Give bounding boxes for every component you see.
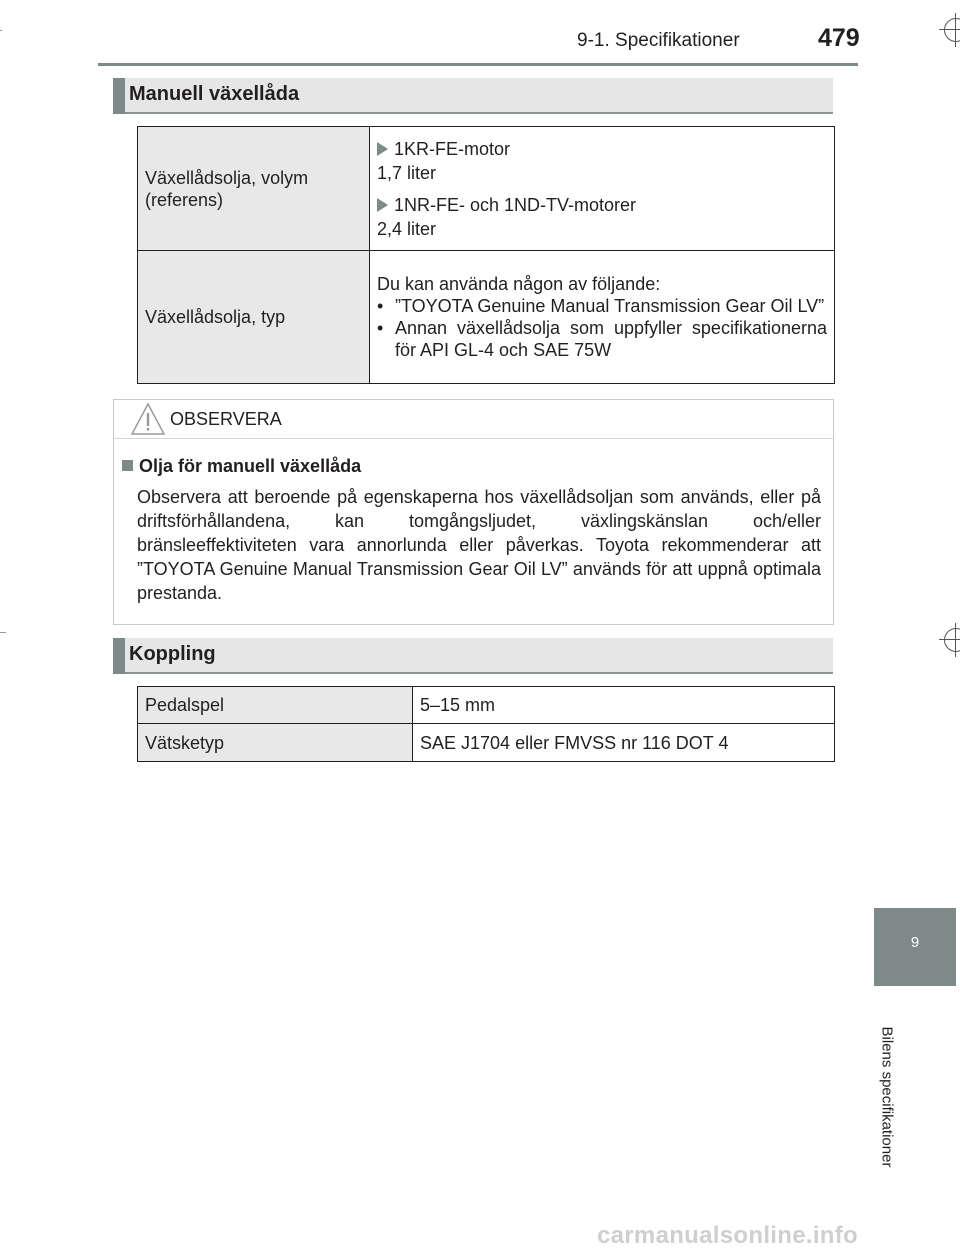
header-rule <box>98 63 858 66</box>
triangle-bullet-icon <box>377 142 388 156</box>
row-label: Pedalspel <box>138 687 413 724</box>
row-label: Växellådsolja, typ <box>138 251 370 384</box>
section-title-bar <box>113 638 125 674</box>
crop-mark <box>0 632 6 633</box>
triangle-bullet-icon <box>377 198 388 212</box>
volume-value: 1,7 liter <box>377 162 437 183</box>
section-title-text: Manuell växellåda <box>129 83 300 105</box>
caution-subheading-text: Olja för manuell växellåda <box>139 456 362 476</box>
row-label: Vätsketyp <box>138 724 413 762</box>
table-row <box>138 687 835 724</box>
chapter-side-label-text: Bilens specifikationer <box>878 1026 896 1168</box>
square-bullet-icon <box>122 460 133 471</box>
table-row <box>138 724 835 762</box>
bullet-item: • Annan växellådsolja som uppfyller specifikationerna för API GL-4 och SAE 75W <box>377 317 827 361</box>
section-title-bar <box>113 78 125 114</box>
section-title-manual-transmission <box>113 78 833 114</box>
bullet-item: • ”TOYOTA Genuine Manual Transmission Gear Oil LV” <box>377 295 827 317</box>
warning-triangle-icon <box>130 402 166 436</box>
section-header: 9-1. Specifikationer <box>577 30 740 51</box>
manual-transmission-table <box>137 126 835 384</box>
watermark: carmanualsonline.info <box>597 1222 859 1249</box>
registration-mark-icon <box>944 628 960 652</box>
caution-subheading <box>122 456 361 477</box>
row-label: Växellådsolja, volym (referens) <box>138 127 370 251</box>
crop-mark <box>0 30 2 31</box>
volume-value: 2,4 liter <box>377 218 437 239</box>
clutch-table <box>137 686 835 762</box>
row-value: SAE J1704 eller FMVSS nr 116 DOT 4 <box>413 724 835 762</box>
caution-heading: OBSERVERA <box>170 409 282 429</box>
caution-header <box>114 400 833 439</box>
intro-text: Du kan använda någon av följande: <box>377 274 661 294</box>
registration-mark-icon <box>944 18 960 42</box>
section-title-clutch <box>113 638 833 674</box>
row-value: 5–15 mm <box>413 687 835 724</box>
engine-option <box>377 137 827 161</box>
engine-option <box>377 193 827 217</box>
table-row <box>138 127 835 251</box>
page-number: 479 <box>818 24 860 52</box>
chapter-side-label <box>876 1012 898 1182</box>
section-title-text: Koppling <box>129 643 216 665</box>
caution-body: Observera att beroende på egenskaperna hos växellådsoljan som används, eller på driftsförhållandena, kan tomgångsljudet, växlingskänslan och/eller bränsleeffektiviteten vara annorlunda eller påverkas. Toyota rekommenderar att ”TOYOTA Genuine Manual Transmission Gear Oil LV” används för att uppnå optimala prestanda. <box>137 487 821 603</box>
row-value <box>370 251 835 384</box>
engine-label: 1NR-FE- och 1ND-TV-motorer <box>394 194 637 215</box>
chapter-tab[interactable] <box>874 908 956 986</box>
engine-label: 1KR-FE-motor <box>394 138 511 159</box>
caution-box <box>113 399 834 625</box>
row-value <box>370 127 835 251</box>
table-row <box>138 251 835 384</box>
chapter-number: 9 <box>910 934 920 951</box>
